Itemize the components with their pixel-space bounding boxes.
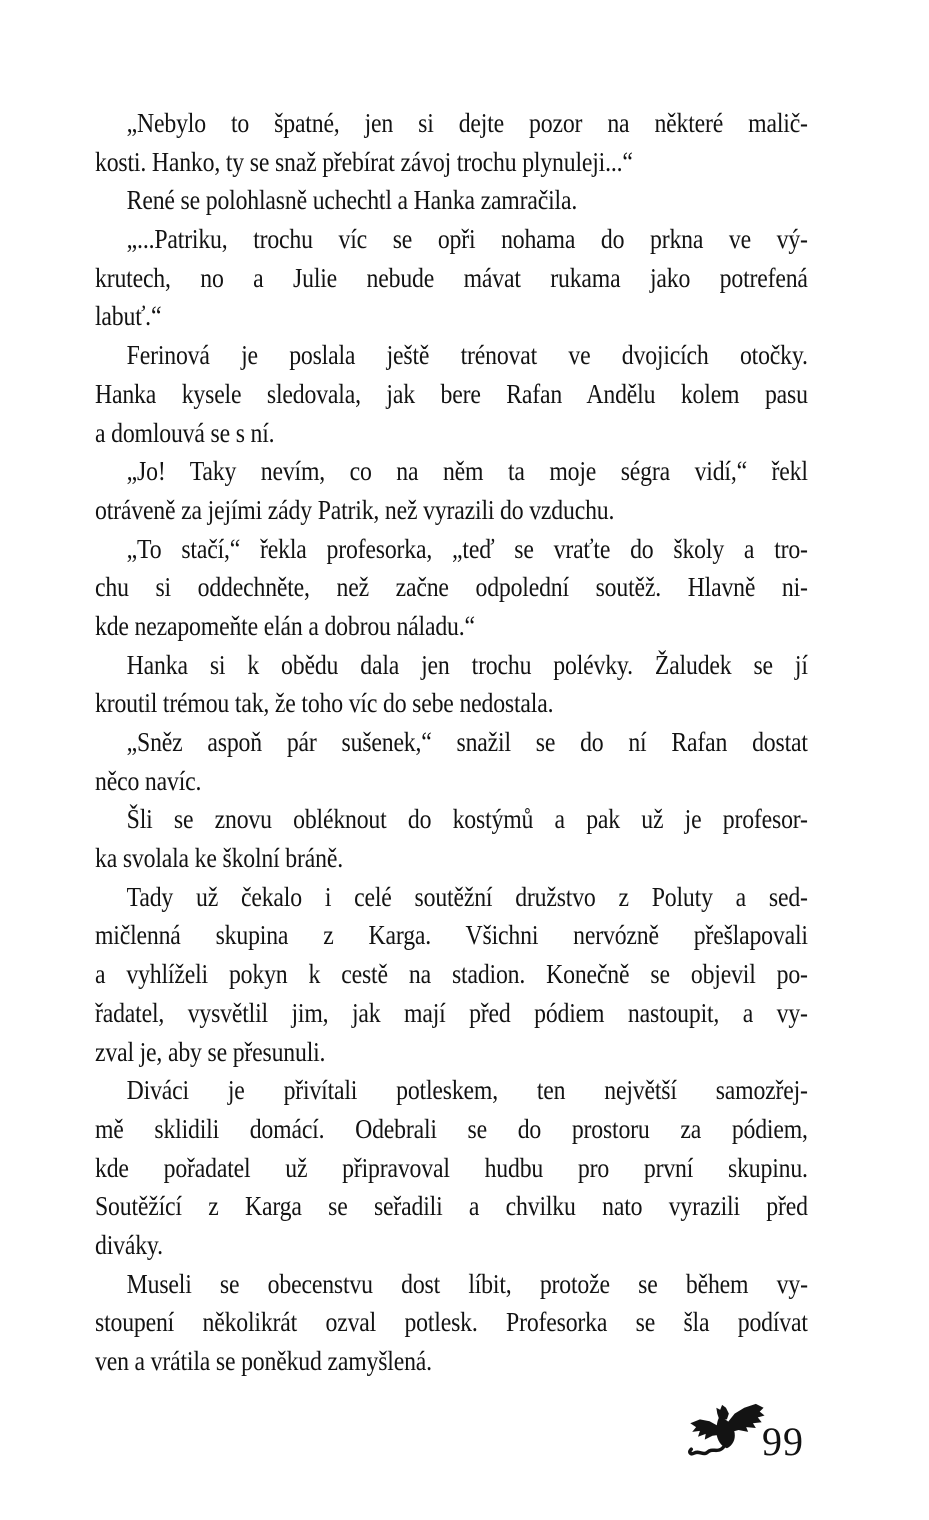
- paragraph: [95, 104, 808, 181]
- paragraph: [95, 220, 808, 336]
- text-line: Diváci je přivítali potleskem, ten největší samozřej-: [126, 1075, 808, 1106]
- text-line: Soutěžící z Karga se seřadili a chvilku nato vyrazili před: [95, 1191, 808, 1222]
- text-line: Museli se obecenstvu dost líbit, protože se během vy-: [126, 1268, 808, 1299]
- text-line: diváky.: [95, 1229, 163, 1260]
- text-line: ka svolala ke školní bráně.: [95, 843, 343, 874]
- text-line: René se polohlasně uchechtl a Hanka zamračila.: [126, 185, 578, 216]
- text-line: kosti. Hanko, ty se snaž přebírat závoj trochu plynuleji...“: [95, 146, 633, 177]
- text-line: kde pořadatel už připravoval hudbu pro první skupinu.: [95, 1152, 808, 1183]
- text-line: „...Patriku, trochu víc se opři nohama do prkna ve vý-: [126, 224, 808, 255]
- text-line: krutech, no a Julie nebude mávat rukama jako potrefená: [95, 262, 808, 293]
- paragraph: [95, 800, 808, 877]
- paragraph: [95, 1071, 808, 1264]
- text-line: kde nezapomeňte elán a dobrou náladu.“: [95, 610, 475, 641]
- text-line: Šli se znovu obléknout do kostýmů a pak už je profesor-: [126, 804, 808, 835]
- text-line: mě sklidili domácí. Odebrali se do prostoru za pódiem,: [95, 1113, 808, 1144]
- text-line: chu si oddechněte, než začne odpolední soutěž. Hlavně ni-: [95, 572, 808, 603]
- paragraph: [95, 336, 808, 452]
- text-line: řadatel, vysvětlil jim, jak mají před pódiem nastoupit, a vy-: [95, 997, 808, 1028]
- text-line: mičlenná skupina z Karga. Všichni nervózně přešlapovali: [95, 920, 808, 951]
- paragraph: [95, 530, 808, 646]
- text-line: otráveně za jejími zády Patrik, než vyrazili do vzduchu.: [95, 494, 615, 525]
- page-number: 99: [762, 1419, 804, 1464]
- text-line: kroutil trémou tak, že toho víc do sebe nedostala.: [95, 688, 554, 719]
- text-block: [95, 104, 808, 1381]
- text-line: „Nebylo to špatné, jen si dejte pozor na některé malič-: [126, 108, 808, 138]
- paragraph: [95, 181, 808, 220]
- text-line: „Sněz aspoň pár sušenek,“ snažil se do ní Rafan dostat: [126, 727, 808, 757]
- text-line: labuť.“: [95, 301, 162, 332]
- paragraph: [95, 646, 808, 723]
- text-line: Ferinová je poslala ještě trénovat ve dvojicích otočky.: [126, 340, 808, 371]
- dragon-ornament-icon: [684, 1402, 766, 1456]
- text-line: Hanka kysele sledovala, jak bere Rafan Andělu kolem pasu: [95, 378, 808, 409]
- paragraph: [95, 452, 808, 529]
- text-line: a domlouvá se s ní.: [95, 417, 275, 448]
- text-line: a vyhlíželi pokyn k cestě na stadion. Konečně se objevil po-: [95, 959, 808, 990]
- text-line: „To stačí,“ řekla profesorka, „teď se vraťte do školy a tro-: [126, 533, 808, 564]
- text-line: Tady už čekalo i celé soutěžní družstvo z Poluty a sed-: [126, 881, 808, 912]
- paragraph: [95, 878, 808, 1071]
- text-line: ven a vrátila se poněkud zamyšlená.: [95, 1346, 432, 1376]
- text-line: zval je, aby se přesunuli.: [95, 1036, 326, 1067]
- text-line: něco navíc.: [95, 765, 202, 796]
- text-line: stoupení několikrát ozval potlesk. Profesorka se šla podívat: [95, 1307, 808, 1338]
- paragraph: [95, 1265, 808, 1381]
- text-line: „Jo! Taky nevím, co na něm ta moje ségra vidí,“ řekl: [126, 456, 808, 487]
- paragraph: [95, 723, 808, 800]
- text-line: Hanka si k obědu dala jen trochu polévky. Žaludek se jí: [126, 649, 808, 680]
